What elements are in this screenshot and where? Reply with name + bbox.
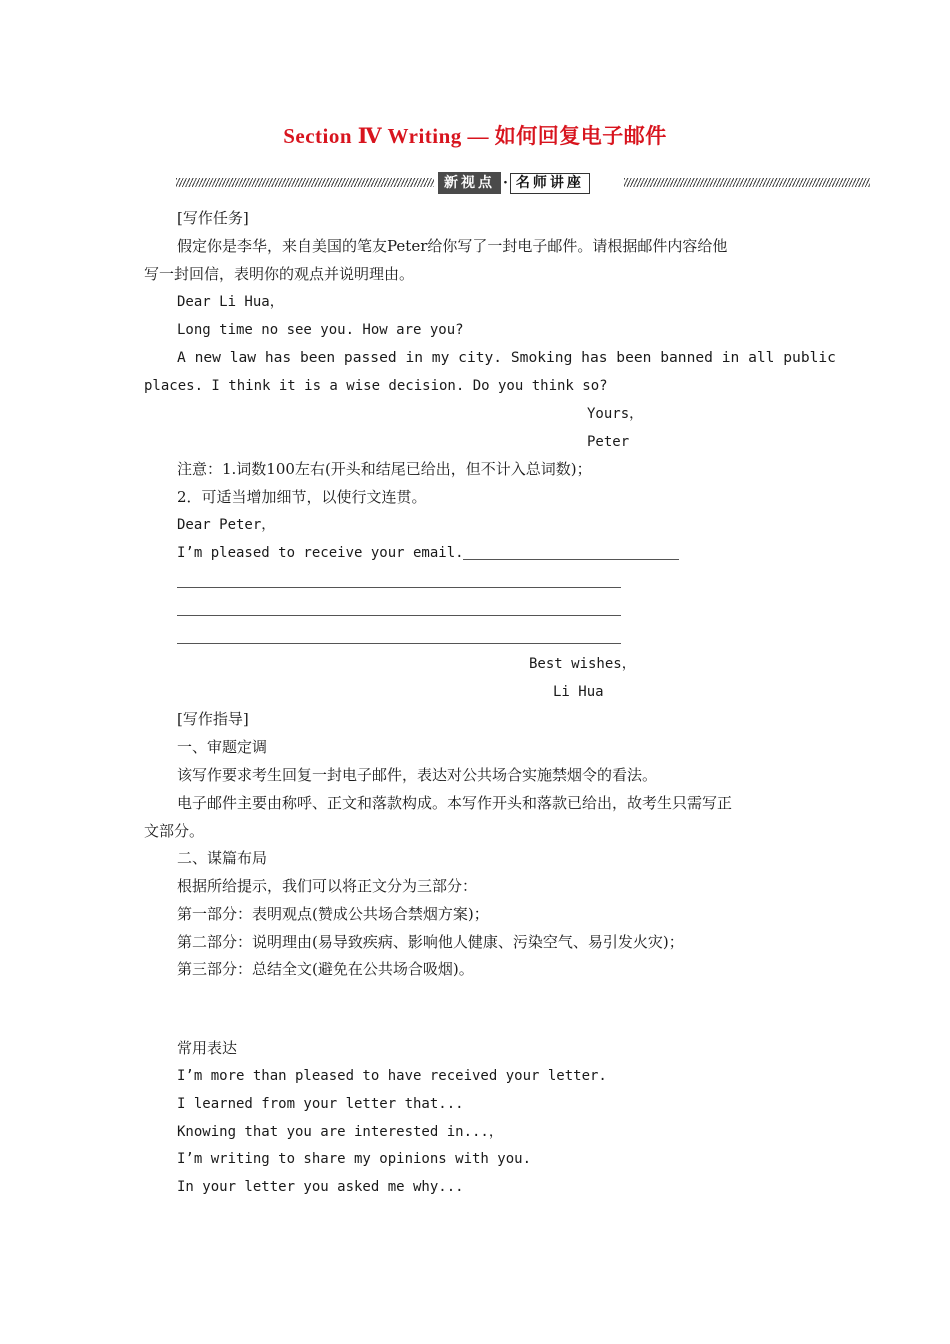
reply-closing: Best wishes， bbox=[529, 656, 636, 672]
reply-opening: I’m pleased to receive your email. bbox=[177, 545, 464, 561]
guide-part1: 第一部分：表明观点(赞成公共场合禁烟方案)； bbox=[177, 905, 489, 923]
guide-heading: [写作指导] bbox=[177, 710, 249, 728]
guide-section1-p2b: 文部分。 bbox=[144, 822, 205, 840]
answer-blank-1[interactable] bbox=[463, 559, 679, 560]
letter-greeting: Dear Li Hua， bbox=[177, 294, 284, 310]
banner-hatch-right bbox=[624, 178, 870, 187]
section-banner bbox=[176, 172, 870, 194]
letter-line2a: A new law has been passed in my city. Smoking has been banned in all public bbox=[177, 349, 836, 366]
note-1: 注意：1.词数100左右(开头和结尾已给出，但不计入总词数)； bbox=[177, 460, 592, 478]
expression-item: Knowing that you are interested in...， bbox=[177, 1124, 503, 1140]
answer-blank-3[interactable] bbox=[177, 615, 621, 616]
expression-item: I learned from your letter that... bbox=[177, 1096, 464, 1112]
task-heading: [写作任务] bbox=[177, 209, 249, 227]
reply-signature: Li Hua bbox=[553, 684, 604, 700]
banner-badge bbox=[438, 172, 590, 194]
guide-section1-p2a: 电子邮件主要由称呼、正文和落款构成。本写作开头和落款已给出，故考生只需写正 bbox=[177, 794, 733, 812]
banner-hatch-left bbox=[176, 178, 434, 187]
banner-label-new-view: 新视点 bbox=[438, 172, 501, 194]
guide-section1-title: 一、审题定调 bbox=[177, 738, 268, 756]
banner-dot: · bbox=[503, 175, 508, 191]
expression-item: I’m more than pleased to have received your letter. bbox=[177, 1068, 607, 1084]
guide-part3: 第三部分：总结全文(避免在公共场合吸烟)。 bbox=[177, 960, 474, 978]
task-prompt-line2: 写一封回信，表明你的观点并说明理由。 bbox=[144, 265, 415, 283]
page-title: Section Ⅳ Writing — 如何回复电子邮件 bbox=[283, 124, 667, 148]
letter-line2b: places. I think it is a wise decision. Do you think so? bbox=[144, 378, 608, 394]
letter-line1: Long time no see you. How are you? bbox=[177, 322, 464, 338]
guide-part2: 第二部分：说明理由(易导致疾病、影响他人健康、污染空气、易引发火灾)； bbox=[177, 933, 684, 951]
expression-item: I’m writing to share my opinions with you. bbox=[177, 1151, 532, 1167]
task-prompt-line1: 假定你是李华，来自美国的笔友Peter给你写了一封电子邮件。请根据邮件内容给他 bbox=[177, 237, 728, 255]
note-2: 2．可适当增加细节，以使行文连贯。 bbox=[177, 488, 427, 506]
banner-label-lecture: 名师讲座 bbox=[510, 173, 590, 194]
reply-greeting: Dear Peter， bbox=[177, 517, 276, 533]
letter-closing: Yours， bbox=[587, 406, 644, 422]
answer-blank-4[interactable] bbox=[177, 643, 621, 644]
guide-section1-p1: 该写作要求考生回复一封电子邮件，表达对公共场合实施禁烟令的看法。 bbox=[177, 766, 658, 784]
expression-item: In your letter you asked me why... bbox=[177, 1179, 464, 1195]
guide-section2-intro: 根据所给提示，我们可以将正文分为三部分： bbox=[177, 877, 478, 895]
letter-signature: Peter bbox=[587, 434, 630, 450]
answer-blank-2[interactable] bbox=[177, 587, 621, 588]
guide-section2-title: 二、谋篇布局 bbox=[177, 849, 268, 867]
expressions-heading: 常用表达 bbox=[177, 1039, 238, 1057]
